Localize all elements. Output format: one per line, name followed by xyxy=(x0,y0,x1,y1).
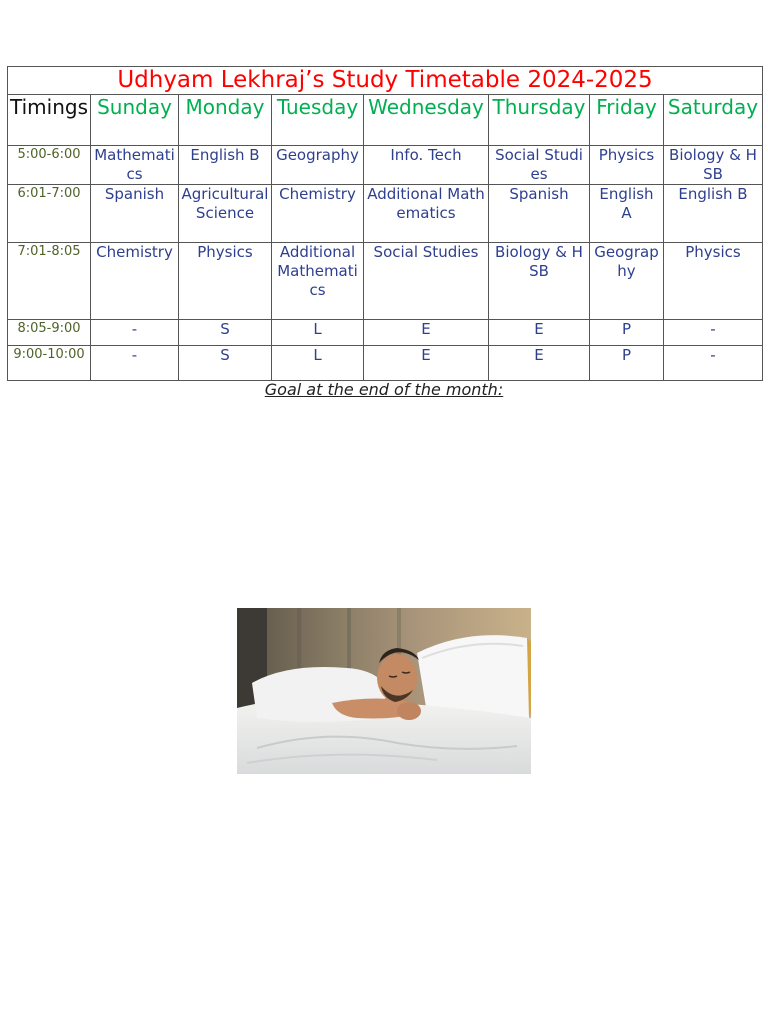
subject-cell: P xyxy=(590,320,664,346)
table-row xyxy=(8,243,763,320)
subject-cell: - xyxy=(664,320,763,346)
subject-cell: E xyxy=(364,346,489,381)
subject-cell: Chemistry xyxy=(272,185,364,243)
subject-cell: Geography xyxy=(272,146,364,185)
time-cell: 7:01-8:05 xyxy=(8,243,91,320)
subject-cell: Social Studies xyxy=(364,243,489,320)
time-cell: 6:01-7:00 xyxy=(8,185,91,243)
subject-cell: Agricultural Science xyxy=(179,185,272,243)
subject-cell: - xyxy=(664,346,763,381)
table-row xyxy=(8,346,763,381)
table-row xyxy=(8,320,763,346)
table-row xyxy=(8,185,763,243)
subject-cell: Additional Mathematics xyxy=(272,243,364,320)
subject-cell: Physics xyxy=(590,146,664,185)
subject-cell: E xyxy=(489,320,590,346)
subject-cell: Spanish xyxy=(91,185,179,243)
subject-cell: L xyxy=(272,346,364,381)
goal-heading: Goal at the end of the month: xyxy=(264,380,504,399)
subject-cell: Additional Mathematics xyxy=(364,185,489,243)
header-day-tuesday: Tuesday xyxy=(272,95,364,146)
subject-cell: Chemistry xyxy=(91,243,179,320)
subject-cell: E xyxy=(489,346,590,381)
time-cell: 8:05-9:00 xyxy=(8,320,91,346)
subject-cell: Physics xyxy=(179,243,272,320)
timetable-title: Udhyam Lekhraj’s Study Timetable 2024-2025 xyxy=(8,67,763,95)
subject-cell: Mathematics xyxy=(91,146,179,185)
subject-cell: E xyxy=(364,320,489,346)
subject-cell: Spanish xyxy=(489,185,590,243)
subject-cell: Physics xyxy=(664,243,763,320)
table-row xyxy=(8,146,763,185)
subject-cell: Biology & HSB xyxy=(664,146,763,185)
header-timings: Timings xyxy=(8,95,91,146)
header-day-monday: Monday xyxy=(179,95,272,146)
subject-cell: English B xyxy=(179,146,272,185)
subject-cell: English B xyxy=(664,185,763,243)
header-day-sunday: Sunday xyxy=(91,95,179,146)
study-timetable xyxy=(7,66,763,381)
header-day-wednesday: Wednesday xyxy=(364,95,489,146)
time-cell: 9:00-10:00 xyxy=(8,346,91,381)
subject-cell: P xyxy=(590,346,664,381)
subject-cell: L xyxy=(272,320,364,346)
subject-cell: Info. Tech xyxy=(364,146,489,185)
subject-cell: Social Studies xyxy=(489,146,590,185)
sleeping-man-photo xyxy=(237,608,531,774)
header-day-thursday: Thursday xyxy=(489,95,590,146)
subject-cell: S xyxy=(179,346,272,381)
subject-cell: Geography xyxy=(590,243,664,320)
subject-cell: - xyxy=(91,346,179,381)
header-day-friday: Friday xyxy=(590,95,664,146)
subject-cell: S xyxy=(179,320,272,346)
header-day-saturday: Saturday xyxy=(664,95,763,146)
subject-cell: English A xyxy=(590,185,664,243)
subject-cell: Biology & HSB xyxy=(489,243,590,320)
time-cell: 5:00-6:00 xyxy=(8,146,91,185)
subject-cell: - xyxy=(91,320,179,346)
